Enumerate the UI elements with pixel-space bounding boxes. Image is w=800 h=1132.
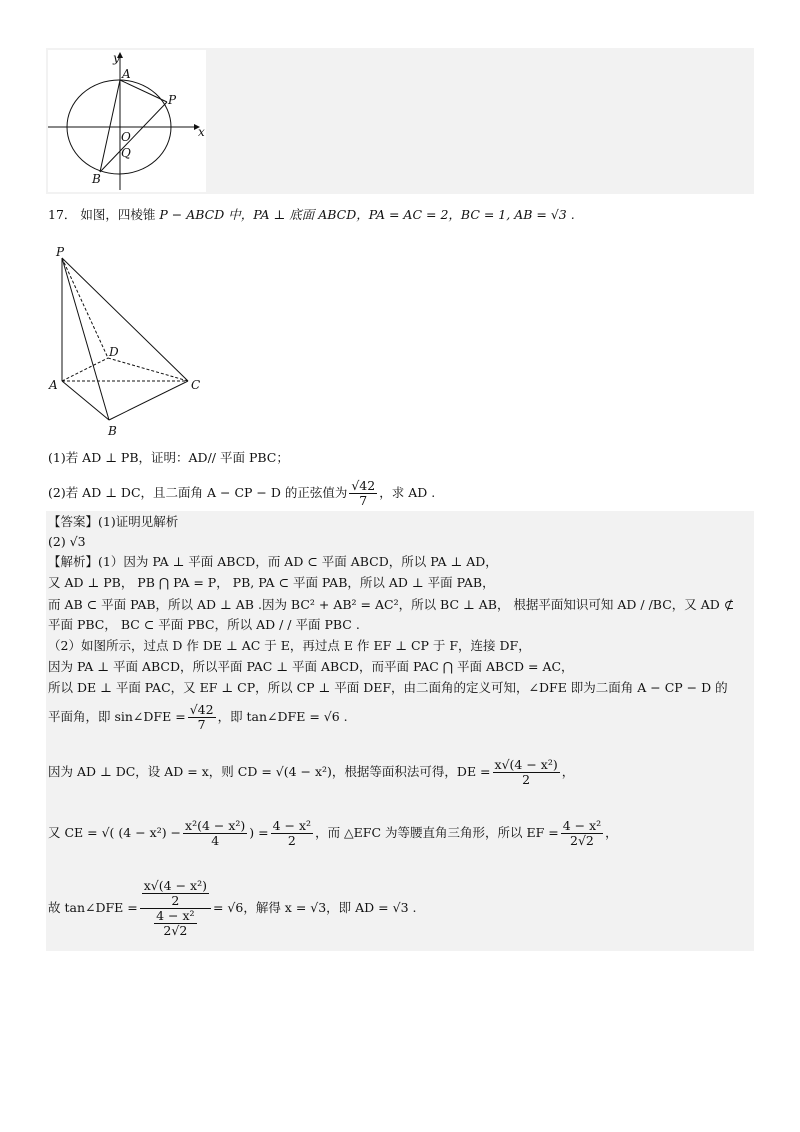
ef-fraction: $\frac{\text{4 − x²}}{2√2}$ — [562, 818, 602, 848]
question-1: (1)若 AD ⊥ PB，证明：AD// 平面 PBC； — [48, 450, 289, 465]
analysis-line-2: 又 AD ⊥ PB， PB ⋂ PA = P， PB, PA ⊂ 平面 PAB，所以 AD ⊥ 平面 PAB， — [48, 575, 495, 590]
fig1-label-q: Q — [121, 146, 131, 160]
pyramid-figure — [46, 244, 216, 440]
analysis-line-8: 平面角，即 sin∠DFE = $\frac{√42}{7}$ ，即 tan∠DFE = √6 . — [48, 702, 348, 732]
question-2: (2)若 AD ⊥ DC，且二面角 A − CP − D 的正弦值为 $\frac{√42}{7}$ ，求 AD . — [48, 478, 436, 508]
analysis-line-4: 平面 PBC， BC ⊂ 平面 PBC，所以 AD / / 平面 PBC . — [48, 617, 360, 632]
answer-part-2: (2) √3 — [48, 534, 86, 549]
analysis-line-7: 所以 DE ⊥ 平面 PAC，又 EF ⊥ CP，所以 CP ⊥ 平面 DEF，由二面角的定义可知，∠DFE 即为二面角 A − CP − D 的 — [48, 680, 728, 695]
answer-part-1: (1)证明见解析 — [98, 514, 179, 529]
fig1-label-p: P — [168, 93, 177, 107]
fig1-label-x: x — [198, 125, 205, 139]
fig2-label-d: D — [109, 345, 119, 359]
fig1-label-y: y — [113, 51, 120, 65]
analysis-line-5: （2）如图所示，过点 D 作 DE ⊥ AC 于 E，再过点 E 作 EF ⊥ CP 于 F，连接 DF， — [48, 638, 531, 653]
sine-dfe-fraction: $\frac{√42}{7}$ — [189, 702, 214, 732]
fig2-label-p: P — [56, 245, 65, 259]
problem-statement — [48, 207, 575, 223]
sine-fraction: $\frac{√42}{7}$ — [351, 478, 376, 508]
analysis-line-1: 【解析】(1）因为 PA ⊥ 平面 ABCD，而 AD ⊂ 平面 ABCD，所以 PA ⊥ AD， — [48, 554, 498, 569]
fig2-label-c: C — [191, 378, 201, 392]
analysis-line-3: 而 AB ⊂ 平面 PAB，所以 AD ⊥ AB .因为 BC² + AB² = AC²，所以 BC ⊥ AB， 根据平面知识可知 AD / /BC，又 AD ⊄ — [48, 597, 735, 612]
fig1-label-a: A — [122, 67, 131, 81]
ellipse-figure — [48, 50, 206, 192]
fig2-label-b: B — [108, 424, 117, 438]
problem-number: 17． — [48, 207, 77, 222]
tan-compound-fraction: $\frac{\frac{\text{x√(4 − x²)}}{2}}{\frac{\text{4 − x²}}{2√2}}$ — [140, 879, 211, 938]
problem-stem-rest: P − ABCD 中，PA ⊥ 底面 ABCD，PA = AC = 2，BC = 1, AB = √3 . — [159, 207, 575, 222]
ce-inner-fraction: $\frac{\text{x²(4 − x²)}}{4}$ — [185, 818, 246, 848]
problem-stem-prefix: 如图，四棱锥 — [80, 207, 156, 222]
fig1-label-b: B — [92, 172, 101, 186]
analysis-tag: 【解析】 — [48, 554, 99, 569]
ce-fraction: $\frac{\text{4 − x²}}{2}$ — [272, 818, 312, 848]
answer-heading — [48, 514, 178, 530]
analysis-line-6: 因为 PA ⊥ 平面 ABCD，所以平面 PAC ⊥ 平面 ABCD，而平面 PAC ⋂ 平面 ABCD = AC， — [48, 659, 574, 674]
analysis-line-11: 故 tan∠DFE = $\frac{\frac{\text{x√(4 − x²)}}{2}}{\frac{\text{4 − x²}}{2√2}}$ = √6，解得 x = √3，即 AD = √3 . — [48, 878, 417, 938]
analysis-line-10: 又 CE = √( (4 − x²) − $\frac{\text{x²(4 − x²)}}{4}$ ) = $\frac{\text{4 − x²}}{2}$ ，而 △EFC 为等腰直角三角形，所以 EF = $\frac{\text{4 − x²}}{2√2}$ ， — [48, 818, 618, 848]
de-fraction: $\frac{\text{x√(4 − x²)}}{2}$ — [494, 757, 558, 787]
analysis-line-9: 因为 AD ⊥ DC，设 AD = x，则 CD = √(4 − x²)，根据等面积法可得，DE = $\frac{\text{x√(4 − x²)}}{2}$ ， — [48, 757, 575, 787]
answer-tag: 【答案】 — [48, 514, 99, 529]
fig1-label-o: O — [121, 130, 131, 144]
fig2-label-a: A — [49, 378, 58, 392]
